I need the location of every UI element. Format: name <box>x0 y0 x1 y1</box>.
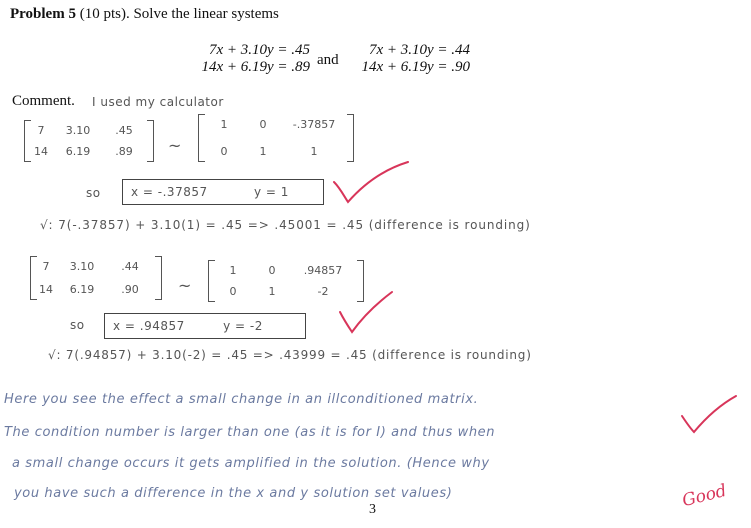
comment-note: I used my calculator <box>92 95 224 109</box>
part2-so: so <box>70 318 85 332</box>
part1-so: so <box>86 186 101 200</box>
part2-tilde: ~ <box>178 276 192 295</box>
system-1 <box>180 42 310 76</box>
part2-matrix-b <box>214 264 358 298</box>
p2a-r2-c3: .90 <box>121 283 139 296</box>
page-number: 3 <box>369 502 376 517</box>
p1a-r2-c1: 14 <box>34 145 48 158</box>
part2-answer-y: y = -2 <box>223 319 263 333</box>
part2-answer-x: x = .94857 <box>113 319 185 333</box>
problem-title: Problem 5 <box>10 6 76 22</box>
system-2-line-1: 7x + 3.10y = .44 <box>368 42 470 58</box>
system-2 <box>345 42 470 76</box>
p2b-r2-c2: 1 <box>268 285 276 298</box>
p2b-r1-c2: 0 <box>268 264 276 277</box>
and-word: and <box>317 52 339 68</box>
p1b-r2-c2: 1 <box>259 145 267 158</box>
p2a-r2-c2: 6.19 <box>69 283 95 296</box>
system-1-line-2: 14x + 6.19y = .89 <box>201 59 310 75</box>
p1b-r1-c1: 1 <box>220 118 228 131</box>
p1a-r2-c2: 6.19 <box>65 145 91 158</box>
p2a-r1-c3: .44 <box>121 260 139 273</box>
system-2-line-2: 14x + 6.19y = .90 <box>361 59 470 75</box>
p2a-r1-c1: 7 <box>42 260 50 273</box>
red-checkmark-icon-3 <box>680 394 738 436</box>
p2a-r1-c2: 3.10 <box>69 260 95 273</box>
p2b-r2-c1: 0 <box>229 285 237 298</box>
red-checkmark-icon-1 <box>332 160 412 206</box>
part1-answer-x: x = -.37857 <box>131 185 208 199</box>
explanation-line-3: a small change occurs it gets amplified in the solution. (Hence why <box>12 456 490 471</box>
part2-matrix-a <box>36 260 156 296</box>
part1-answer-y: y = 1 <box>253 185 289 199</box>
grader-good: Good <box>680 480 729 512</box>
explanation-line-2: The condition number is larger than one (as it is for I) and thus when <box>4 425 496 440</box>
explanation-line-1: Here you see the effect a small change in an illconditioned matrix. <box>4 392 479 407</box>
system-1-line-1: 7x + 3.10y = .45 <box>208 42 310 58</box>
comment-label: Comment. <box>12 93 75 109</box>
p1a-r1-c2: 3.10 <box>65 124 91 137</box>
problem-header <box>10 6 279 23</box>
p1a-r1-c3: .45 <box>115 124 133 137</box>
p1b-r2-c3: 1 <box>310 145 318 158</box>
p1b-r1-c3: -.37857 <box>292 118 336 131</box>
problem-points: (10 pts). Solve the linear systems <box>79 6 279 22</box>
p1a-r2-c3: .89 <box>115 145 133 158</box>
p2b-r1-c3: .94857 <box>303 264 343 277</box>
p2b-r2-c3: -2 <box>317 285 329 298</box>
part1-matrix-a <box>30 124 148 158</box>
p2b-r1-c1: 1 <box>229 264 237 277</box>
part2-answer-box <box>104 313 306 339</box>
explanation-line-4: you have such a difference in the x and y solution set values) <box>14 486 453 501</box>
part1-answer-box <box>122 179 324 205</box>
part1-check: √: 7(-.37857) + 3.10(1) = .45 => .45001 = .45 (difference is rounding) <box>40 218 531 232</box>
p1b-r1-c2: 0 <box>259 118 267 131</box>
p1b-r2-c1: 0 <box>220 145 228 158</box>
p1a-r1-c1: 7 <box>37 124 45 137</box>
part2-check: √: 7(.94857) + 3.10(-2) = .45 => .43999 = .45 (difference is rounding) <box>48 348 532 362</box>
part1-matrix-b <box>204 118 348 158</box>
p2a-r2-c1: 14 <box>39 283 53 296</box>
part1-tilde: ~ <box>168 136 182 155</box>
red-checkmark-icon-2 <box>338 290 394 336</box>
